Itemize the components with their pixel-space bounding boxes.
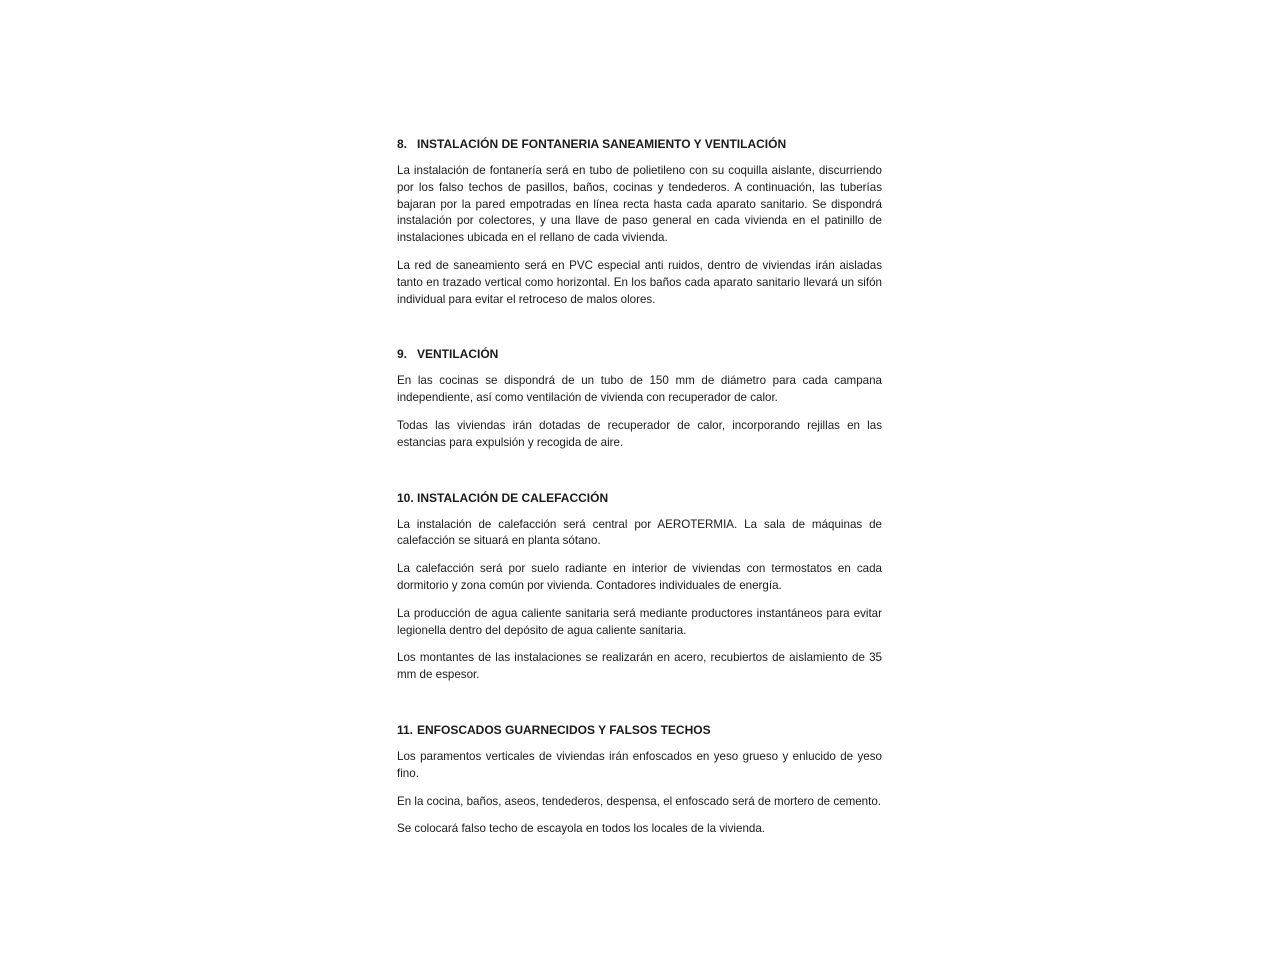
paragraph: En la cocina, baños, aseos, tendederos, despensa, el enfoscado será de mortero de cemento. bbox=[397, 794, 882, 808]
section-title: INSTALACIÓN DE CALEFACCIÓN bbox=[417, 490, 609, 505]
section-heading bbox=[397, 346, 882, 362]
section-number: 11. bbox=[397, 722, 414, 737]
section-title: ENFOSCADOS GUARNECIDOS Y FALSOS TECHOS bbox=[417, 722, 711, 737]
section-heading bbox=[397, 490, 882, 506]
paragraph: La calefacción será por suelo radiante en interior de viviendas con termostatos en cada dormitorio y zona común por vivienda. Contadores individuales de energía. bbox=[397, 562, 882, 592]
section-title: INSTALACIÓN DE FONTANERIA SANEAMIENTO Y VENTILACIÓN bbox=[417, 137, 787, 151]
section-calefaccion bbox=[397, 490, 882, 684]
section-ventilacion bbox=[397, 346, 882, 451]
section-number: 10. bbox=[397, 490, 414, 505]
section-heading bbox=[397, 136, 882, 152]
paragraph: En las cocinas se dispondrá de un tubo de 150 mm de diámetro para cada campana independiente, así como ventilación de vivienda con recuperador de calor. bbox=[397, 374, 882, 405]
paragraph: La instalación de fontanería será en tubo de polietileno con su coquilla aislante, discurriendo por los falso techos de pasillos, baños, cocinas y tendederos. A continuación, las tuberías bajaran por la pared empotradas en línea recta hasta cada aparato sanitario. Se dispondrá instalación por colectores, y una llave de paso general en cada vivienda en el patinillo de instalaciones ubicada en el rellano de cada vivienda. bbox=[397, 164, 882, 245]
section-fontaneria bbox=[397, 136, 882, 308]
document-page bbox=[397, 136, 882, 838]
section-heading bbox=[397, 722, 882, 738]
paragraph: Los paramentos verticales de viviendas irán enfoscados en yeso grueso y enlucido de yeso fino. bbox=[397, 749, 882, 780]
paragraph: La red de saneamiento será en PVC especial anti ruidos, dentro de viviendas irán aisladas tanto en trazado vertical como horizontal. En los baños cada aparato sanitario llevará un sifón individual para evitar el retroceso de malos olores. bbox=[397, 258, 882, 306]
paragraph: Los montantes de las instalaciones se realizarán en acero, recubiertos de aislamiento de 35 mm de espesor. bbox=[397, 651, 882, 682]
section-title: VENTILACIÓN bbox=[417, 347, 499, 362]
paragraph: Todas las viviendas irán dotadas de recuperador de calor, incorporando rejillas en las estancias para expulsión y recogida de aire. bbox=[397, 418, 882, 449]
section-number: 8. bbox=[397, 137, 408, 151]
paragraph: Se colocará falso techo de escayola en todos los locales de la vivienda. bbox=[397, 822, 766, 836]
paragraph: La instalación de calefacción será central por AEROTERMIA. La sala de máquinas de calefacción se situará en planta sótano. bbox=[397, 517, 882, 548]
section-number: 9. bbox=[397, 347, 408, 362]
paragraph: La producción de agua caliente sanitaria será mediante productores instantáneos para evitar legionella dentro del depósito de agua caliente sanitaria. bbox=[397, 606, 882, 637]
section-enfoscados bbox=[397, 722, 882, 838]
